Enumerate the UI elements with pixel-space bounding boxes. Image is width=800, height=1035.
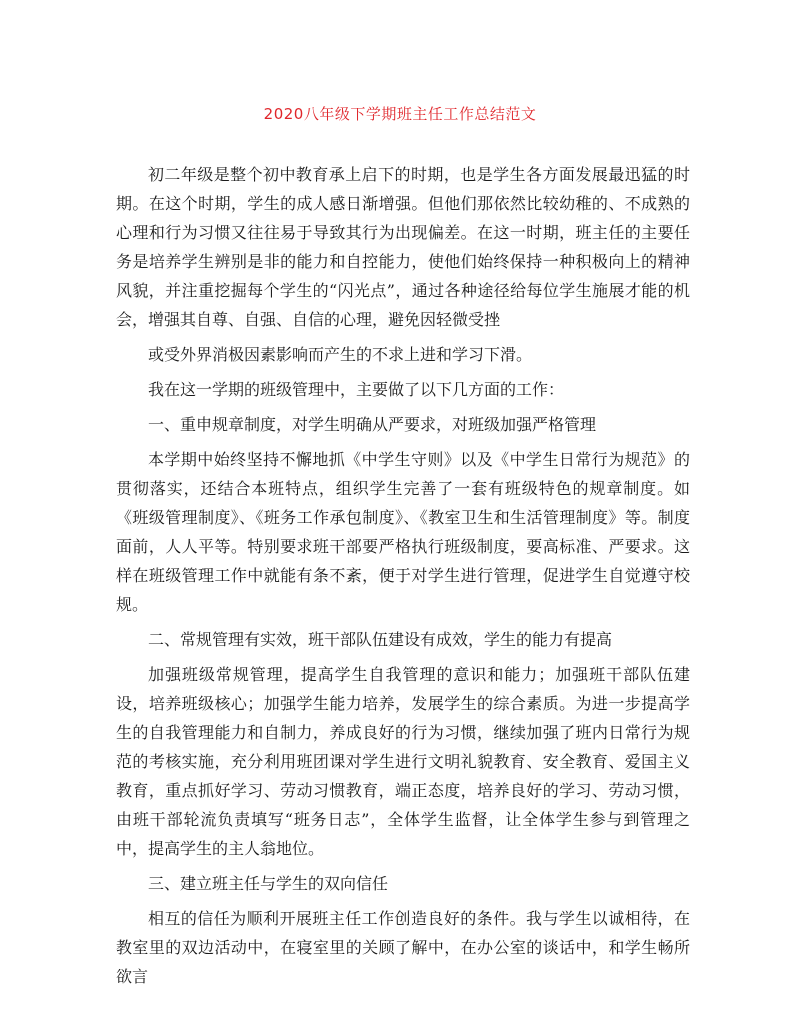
paragraph: 我在这一学期的班级管理中，主要做了以下几方面的工作： [148, 380, 565, 399]
document-title: 2020八年级下学期班主任工作总结范文 [263, 105, 537, 123]
paragraph: 加强班级常规管理，提高学生自我管理的意识和能力；加强班干部队伍建设，培养班级核心；加强学生能力培养，发展学生的综合素质。为进一步提高学生的自我管理能力和自制力，养成良好的行为习惯，继续加强了班内日常行为规范的考核实施，充分利用班团课对学生进行文明礼貌教育、安全教育、爱国主义教育，重点抓好学习、劳动习惯教育，端正态度，培养良好的学习、劳动习惯，由班干部轮流负责填写“班务日志”，全体学生监督，让全体学生参与到管理之中，提高学生的主人翁地位。 [116, 665, 690, 858]
paragraph: 或受外界消极因素影响而产生的不求上进和学习下滑。 [148, 345, 533, 364]
document-body [116, 160, 690, 997]
section-heading-1: 一、重申规章制度，对学生明确从严要求，对班级加强严格管理 [148, 415, 597, 434]
paragraph: 相互的信任为顺利开展班主任工作创造良好的条件。我与学生以诚相待，在教室里的双边活动中，在寝室里的关顾了解中，在办公室的谈话中，和学生畅所欲言 [116, 909, 690, 986]
paragraph: 初二年级是整个初中教育承上启下的时期，也是学生各方面发展最迅猛的时期。在这个时期，学生的成人感日渐增强。但他们那依然比较幼稚的、不成熟的心理和行为习惯又往往易于导致其行为出现偏差。在这一时期，班主任的主要任务是培养学生辨别是非的能力和自控能力，使他们始终保持一种积极向上的精神风貌，并注重挖掘每个学生的“闪光点”，通过各种途径给每位学生施展才能的机会，增强其自尊、自强、自信的心理，避免因轻微受挫 [116, 165, 690, 329]
paragraph: 本学期中始终坚持不懈地抓《中学生守则》以及《中学生日常行为规范》的贯彻落实，还结合本班特点，组织学生完善了一套有班级特色的规章制度。如《班级管理制度》、《班务工作承包制度》、《教室卫生和生活管理制度》等。制度面前，人人平等。特别要求班干部要严格执行班级制度，要高标准、严要求。这样在班级管理工作中就能有条不紊，便于对学生进行管理，促进学生自觉遵守校规。 [116, 450, 690, 614]
section-heading-3: 三、建立班主任与学生的双向信任 [148, 874, 389, 893]
section-heading-2: 二、常规管理有实效，班干部队伍建设有成效，学生的能力有提高 [148, 630, 613, 649]
